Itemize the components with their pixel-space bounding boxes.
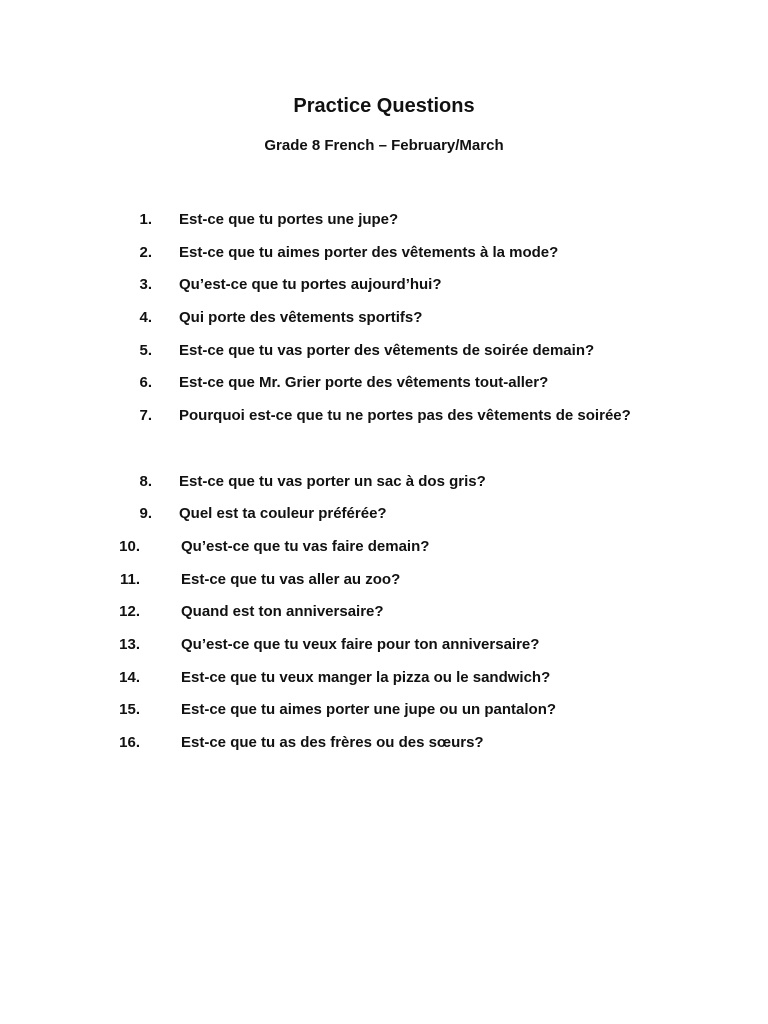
question-number: 15.: [119, 701, 140, 719]
question-number: 3.: [139, 276, 152, 294]
question-text: Est-ce que tu veux manger la pizza ou le sandwich?: [181, 668, 551, 686]
question-number: 1.: [139, 211, 152, 228]
question-text: Est-ce que tu as des frères ou des sœurs?: [181, 734, 484, 752]
question-item: [0, 204, 768, 237]
question-item: [0, 629, 768, 662]
question-text: Quand est ton anniversaire?: [181, 603, 384, 621]
question-text: Pourquoi est-ce que tu ne portes pas des vêtements de soirée?: [179, 407, 631, 425]
question-number: 11.: [119, 570, 140, 588]
question-item: [0, 367, 768, 400]
question-item: [0, 466, 768, 499]
question-number: 13.: [119, 635, 140, 653]
question-number: 4.: [139, 309, 152, 327]
page-title: Practice Questions: [293, 95, 475, 117]
question-item: [0, 302, 768, 335]
question-number: 16.: [119, 734, 140, 752]
question-text: Qu’est-ce que tu vas faire demain?: [181, 537, 430, 555]
question-text: Est-ce que tu vas aller au zoo?: [181, 570, 401, 588]
question-item: [0, 564, 768, 597]
question-item: [0, 662, 768, 695]
question-text: Quel est ta couleur préférée?: [179, 505, 387, 523]
question-text: Est-ce que tu aimes porter des vêtements à la mode?: [179, 243, 559, 261]
question-text: Est-ce que tu aimes porter une jupe ou un pantalon?: [181, 701, 557, 719]
question-number: 12.: [119, 603, 140, 621]
question-number: 2.: [139, 243, 152, 261]
question-text: Qu’est-ce que tu portes aujourd’hui?: [179, 276, 442, 294]
question-number: 5.: [139, 341, 152, 359]
question-text: Est-ce que tu vas porter un sac à dos gris?: [179, 472, 486, 490]
question-item: [0, 237, 768, 270]
question-item: [0, 498, 768, 531]
question-number: 7.: [139, 407, 152, 425]
question-item: [0, 727, 768, 760]
question-list: [0, 204, 768, 760]
question-item: [0, 400, 768, 465]
question-number: 8.: [139, 472, 152, 490]
question-text: Est-ce que tu vas porter des vêtements de soirée demain?: [179, 341, 595, 359]
question-item: [0, 269, 768, 302]
question-number: 10.: [119, 537, 140, 555]
question-item: [0, 596, 768, 629]
question-number: 6.: [139, 374, 152, 392]
question-text: Qu’est-ce que tu veux faire pour ton anniversaire?: [181, 635, 540, 653]
question-text: Qui porte des vêtements sportifs?: [179, 309, 423, 327]
question-item: [0, 531, 768, 564]
question-item: [0, 694, 768, 727]
question-number: 9.: [139, 505, 152, 523]
question-item: [0, 335, 768, 368]
question-text: Est-ce que tu portes une jupe?: [179, 211, 399, 228]
question-number: 14.: [119, 668, 140, 686]
page-subtitle: Grade 8 French – February/March: [264, 137, 504, 154]
question-text: Est-ce que Mr. Grier porte des vêtements tout-aller?: [179, 374, 549, 392]
